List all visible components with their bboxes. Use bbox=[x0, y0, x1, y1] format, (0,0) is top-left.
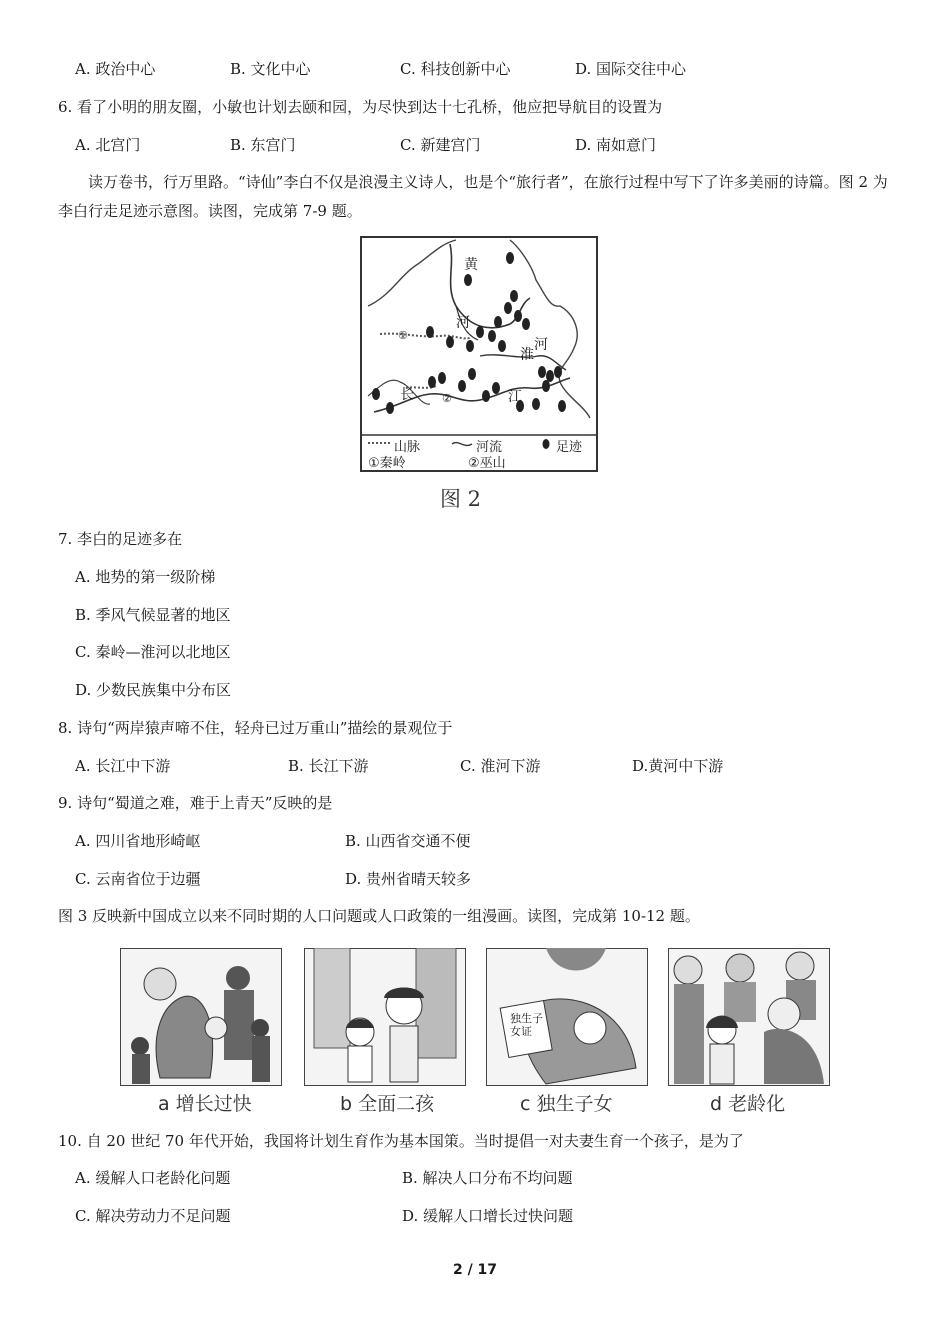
map-label-jiang: 江 bbox=[508, 389, 522, 405]
q7-stem: 7. 李白的足迹多在 bbox=[58, 530, 183, 548]
cartoon-b-caption: b 全面二孩 bbox=[340, 1093, 435, 1115]
q8-stem: 8. 诗句“两岸猿声啼不住，轻舟已过万重山”描绘的景观位于 bbox=[58, 719, 453, 737]
cartoon-d-aging bbox=[668, 948, 830, 1112]
page-number: 2 / 17 bbox=[452, 1262, 498, 1278]
li-bai-footprint-map bbox=[360, 236, 598, 472]
q9-option-b: B. 山西省交通不便 bbox=[345, 832, 471, 850]
q5-option-c: C. 科技创新中心 bbox=[400, 60, 511, 78]
intro-paragraph-population: 图 3 反映新中国成立以来不同时期的人口问题或人口政策的一组漫画。读图，完成第 10-12 题。 bbox=[58, 907, 700, 925]
map-label-mountain-1: ① bbox=[398, 329, 408, 342]
cartoon-d-caption: d 老龄化 bbox=[710, 1093, 786, 1115]
q6-stem: 6. 看了小明的朋友圈，小敏也计划去颐和园，为尽快到达十七孔桥，他应把导航目的设置为 bbox=[58, 98, 663, 116]
q9-option-a: A. 四川省地形崎岖 bbox=[75, 832, 201, 850]
q5-option-d: D. 国际交往中心 bbox=[575, 60, 687, 78]
q7-option-a: A. 地势的第一级阶梯 bbox=[75, 568, 216, 586]
legend-footprint: 足迹 bbox=[556, 440, 583, 455]
legend-river: 河流 bbox=[476, 440, 503, 455]
q7-option-d: D. 少数民族集中分布区 bbox=[75, 681, 232, 699]
map-label-he2: 河 bbox=[534, 337, 548, 353]
q5-option-b: B. 文化中心 bbox=[230, 60, 311, 78]
q6-option-d: D. 南如意门 bbox=[575, 136, 657, 154]
q9-option-c: C. 云南省位于边疆 bbox=[75, 870, 201, 888]
cartoon-b-two-child bbox=[304, 948, 466, 1112]
one-child-certificate-label: 独生子女证 bbox=[510, 1012, 543, 1038]
q6-option-b: B. 东宫门 bbox=[230, 136, 296, 154]
map-label-he1: 河 bbox=[456, 315, 470, 331]
q8-option-b: B. 长江下游 bbox=[288, 757, 369, 775]
q8-option-c: C. 淮河下游 bbox=[460, 757, 541, 775]
q6-option-a: A. 北宫门 bbox=[75, 136, 141, 154]
q8-option-d: D.黄河中下游 bbox=[632, 757, 724, 775]
q7-option-c: C. 秦岭—淮河以北地区 bbox=[75, 643, 231, 661]
cartoon-c-one-child bbox=[486, 948, 648, 1112]
legend-qinling: ①秦岭 bbox=[368, 456, 406, 471]
q10-option-c: C. 解决劳动力不足问题 bbox=[75, 1207, 231, 1225]
q10-option-d: D. 缓解人口增长过快问题 bbox=[402, 1207, 574, 1225]
map-label-huang: 黄 bbox=[464, 257, 478, 273]
q10-option-a: A. 缓解人口老龄化问题 bbox=[75, 1169, 231, 1187]
q6-option-c: C. 新建宫门 bbox=[400, 136, 481, 154]
legend-wushan: ②巫山 bbox=[468, 456, 506, 471]
figure-2-caption: 图 2 bbox=[440, 487, 482, 511]
q5-option-a: A. 政治中心 bbox=[75, 60, 156, 78]
legend-mountain: 山脉 bbox=[394, 440, 421, 455]
cartoon-a-caption: a 增长过快 bbox=[158, 1093, 252, 1115]
q10-option-b: B. 解决人口分布不均问题 bbox=[402, 1169, 573, 1187]
q10-stem: 10. 自 20 世纪 70 年代开始，我国将计划生育作为基本国策。当时提倡一对夫妻生育一个孩子，是为了 bbox=[58, 1132, 744, 1150]
q9-option-d: D. 贵州省晴天较多 bbox=[345, 870, 472, 888]
q7-option-b: B. 季风气候显著的地区 bbox=[75, 606, 231, 624]
cartoon-a-growth bbox=[120, 948, 282, 1112]
intro-paragraph-li-bai: 读万卷书，行万里路。“诗仙”李白不仅是浪漫主义诗人，也是个“旅行者”，在旅行过程中写下了许多美丽的诗篇。图 2 为李白行走足迹示意图。读图，完成第 7-9 题。 bbox=[58, 173, 888, 220]
q9-stem: 9. 诗句“蜀道之难，难于上青天”反映的是 bbox=[58, 794, 333, 812]
map-label-mountain-2: ② bbox=[442, 392, 452, 405]
cartoon-c-caption: c 独生子女 bbox=[520, 1093, 613, 1115]
map-label-chang: 长 bbox=[400, 387, 414, 403]
q8-option-a: A. 长江中下游 bbox=[75, 757, 171, 775]
map-label-huai: 淮 bbox=[520, 347, 534, 363]
